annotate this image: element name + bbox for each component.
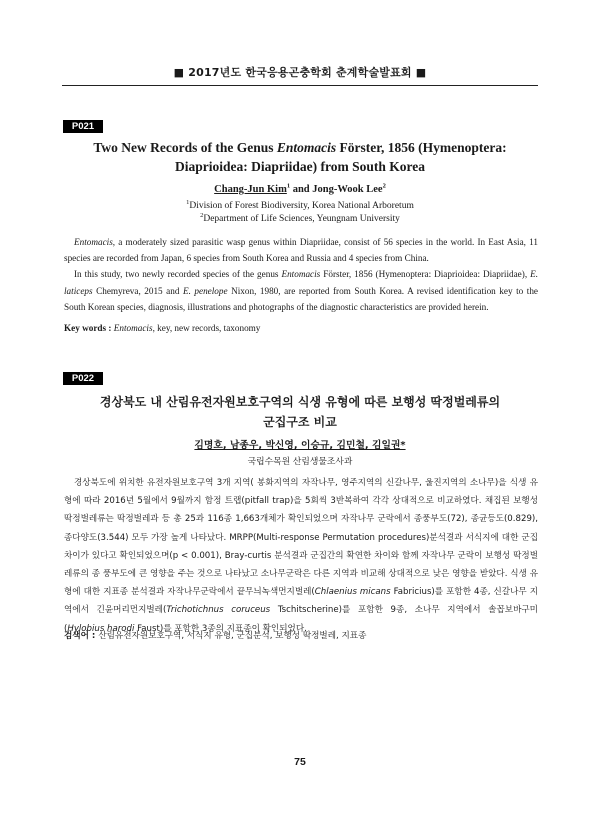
author-name: Jong-Wook Lee: [312, 184, 383, 195]
abstract-body-ko: [64, 474, 538, 638]
page-number: 75: [294, 756, 306, 768]
abstract-id-badge: P021: [63, 120, 103, 133]
abstract-body-en: [64, 234, 538, 315]
author-name: Chang-Jun Kim: [214, 184, 287, 195]
affiliation-line: $^1$Division of Forest Biodiversity, Korea National Arboretum: [186, 198, 414, 211]
author-line-en: Chang-Jun Kim$^1$ and Jong-Wook Lee$^2$: [214, 182, 386, 195]
abstract-paragraph: Entomacis, a moderately sized parasitic wasp genus within Diapriidae, consist of 56 species in the world. In East Asia, 11 species are recorded from Japan, 6 species from South Korea and Russia and 4 species from China.: [64, 237, 538, 264]
affiliation-ko: 국립수목원 산림생물조사과: [247, 457, 353, 467]
abstract-id-badge: P022: [63, 372, 103, 385]
header-divider: [62, 85, 538, 86]
conference-title: ■ 2017년도 한국응용곤충학회 춘계학술발표회 ■: [173, 66, 427, 79]
abstract-paragraph: In this study, two newly recorded species of the genus Entomacis Förster, 1856 (Hymenoptera: Diaprioidea: Diapriidae), E. laticeps Chemyreva, 2015 and E. penelope Nixon, 1980, are reported from South Korea. A revised identification key to the South Korean species, diagnosis, illustrations and photographs of the diagnostic characteristics are provided herein.: [64, 269, 539, 312]
keywords-ko: 검색어 : 산림유전자원보호구역, 서식지 유형, 군집분석, 보행성 딱정벌레, 지표종: [64, 631, 367, 641]
affiliations-en: [62, 200, 538, 225]
abstract-title-en: Two New Records of the Genus Entomacis Förster, 1856 (Hymenoptera: Diaprioidea: Diapriidae) from South Korea: [93, 140, 507, 174]
abstract-paragraph: 경상북도에 위치한 유전자원보호구역 3개 지역( 봉화지역의 자작나무, 영주지역의 신갈나무, 울진지역의 소나무)을 식생 유형에 따라 2016년 5월에서 9월까지 함정 트랩(pitfall trap)을 5회씩 3반복하여 각각 상대적으로 비교하였다. 채집된 보행성 딱정벌레류는 딱정벌레과 등 총 25과 116종 1,663개체가 확인되었으며 자작나무 군락에서 종풍부도(72), 종균등도(0.829), 종다양도(3.544) 모두 가장 높게 나타났다. MRPP(Multi-response Permutation procedures)분석결과 서식지에 대한 군집차이가 있다고 확인되었으며(p < 0.001), Bray-curtis 분석결과 군집간의 확연한 차이와 함께 자작나무 군락이 보행성 딱정벌레류의 종 풍부도에 큰 영향을 주는 것으로 나타났고 소나무군락은 다른 지역과 비교해 상대적으로 낮은 영향을 받았다. 식생 유형에 대한 지표종 분석결과 자작나무군락에서 끝무늬녹색먼지벌레(Chlaenius micans Fabricius)를 포함한 4종, 신갈나무 지역에서 긴윤머리먼지벌레(Trichotichnus coruceus Tschitscherine)를 포함한 9종, 소나무 지역에서 솔꼽보바구미(Hylobius harodi Faust)를 포함한 3종의 지표종이 확인되었다.: [64, 478, 538, 634]
keywords-en: Key words : Entomacis, key, new records, taxonomy: [64, 323, 261, 333]
affiliation-line: $^2$Department of Life Sciences, Yeungnam University: [200, 211, 400, 224]
author-line-ko: 김명호, 남종우, 박신영, 이승규, 김민철, 김일권*: [194, 440, 406, 451]
abstract-title-ko: 경상북도 내 산림유전자원보호구역의 식생 유형에 따른 보행성 딱정벌레류의 군집구조 비교: [99, 395, 501, 429]
